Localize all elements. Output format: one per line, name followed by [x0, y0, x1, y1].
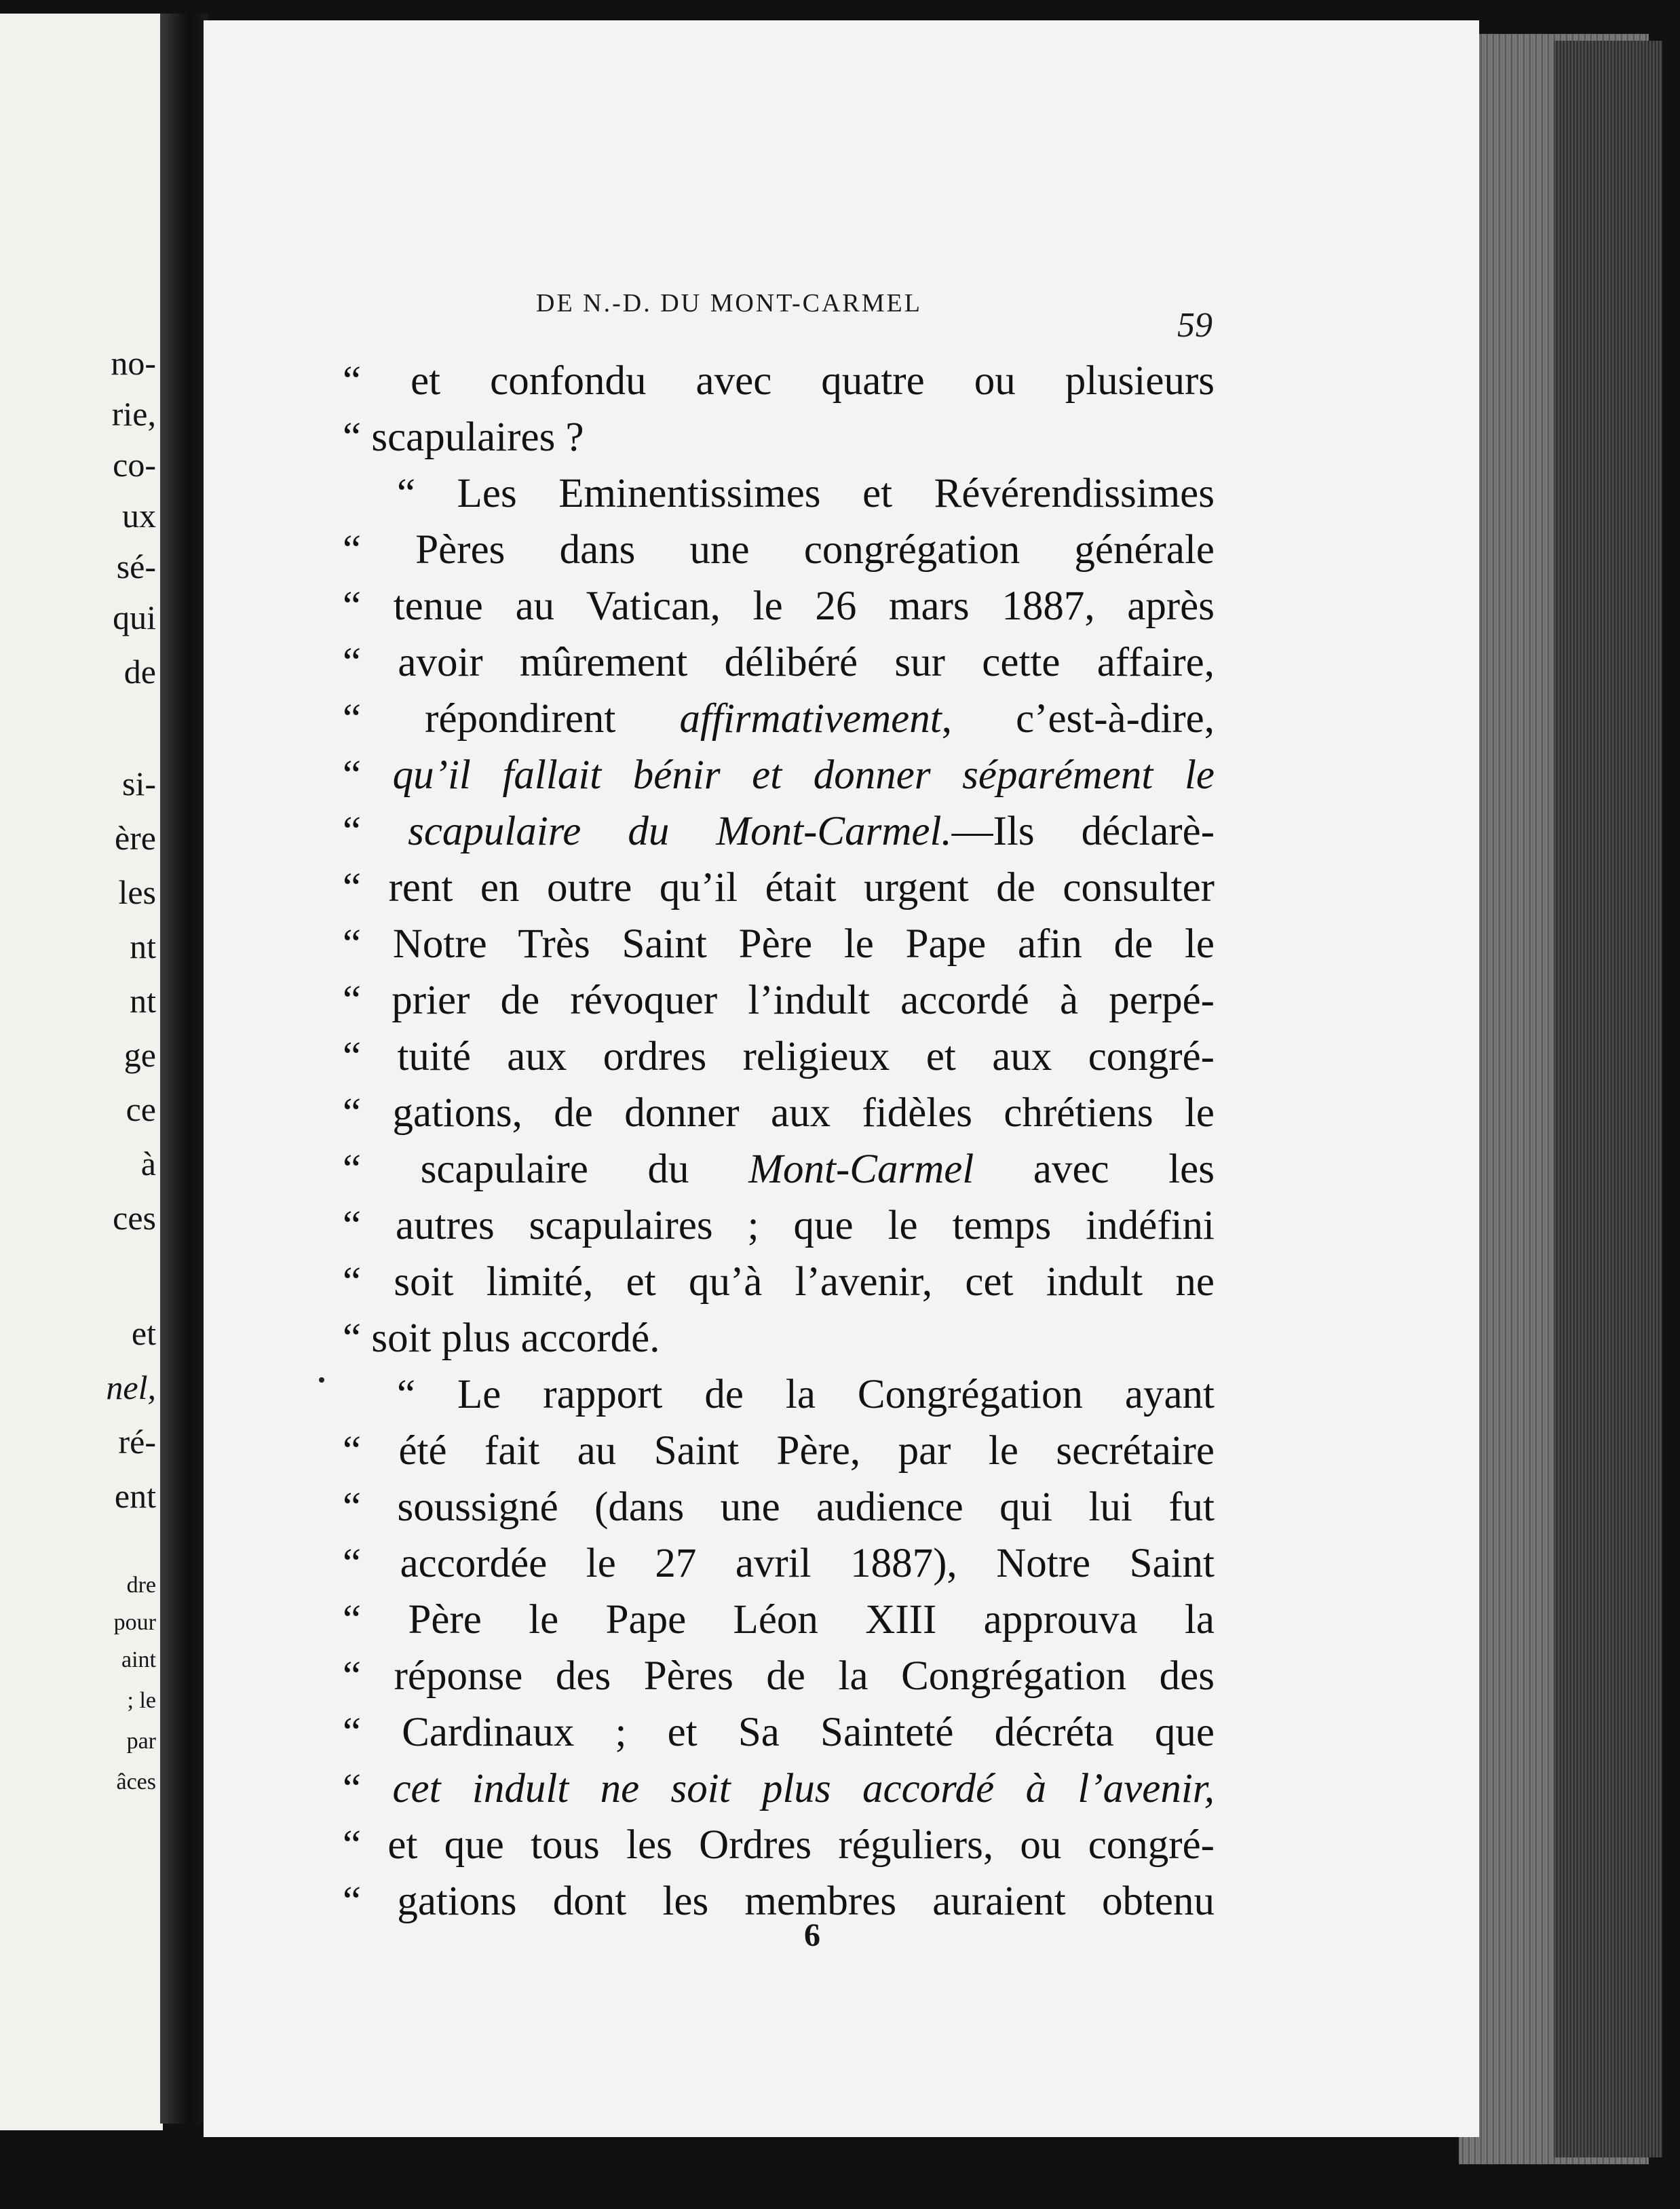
text-line	[343, 1254, 1215, 1310]
left-page-fragment: ré-	[118, 1423, 156, 1461]
text-segment: “ et que tous les Ordres réguliers, ou congré-	[343, 1822, 1215, 1868]
book-gutter	[160, 14, 208, 2124]
text-segment: “ Cardinaux ; et Sa Sainteté décréta que	[343, 1710, 1215, 1755]
text-segment: “ Pères dans une congrégation générale	[343, 527, 1215, 573]
text-line	[343, 634, 1215, 691]
text-line	[343, 860, 1215, 916]
left-page-fragment: âces	[116, 1769, 156, 1794]
text-segment: “ Le rapport de la Congrégation ayant	[397, 1372, 1215, 1417]
text-line	[343, 1423, 1215, 1479]
text-line	[343, 1479, 1215, 1535]
left-page-fragment: ère	[114, 819, 156, 857]
italic-text: scapulaire du Mont-Carmel.	[408, 809, 952, 854]
left-page-fragment: et	[131, 1314, 156, 1352]
text-line	[343, 578, 1215, 634]
text-line	[343, 1761, 1215, 1817]
text-segment: , c’est-à-dire,	[941, 696, 1215, 742]
text-line	[343, 916, 1215, 972]
left-page-fragment: pour	[113, 1610, 156, 1635]
left-page-fragment: ux	[122, 497, 156, 535]
left-page-fragment: si-	[122, 765, 156, 803]
text-line	[343, 1366, 1215, 1423]
left-page-fragment: ces	[113, 1199, 156, 1237]
left-page-fragment: aint	[121, 1647, 156, 1672]
text-line	[343, 1310, 1215, 1366]
left-page-fragment: nel,	[106, 1368, 156, 1406]
left-page-fragment: à	[140, 1145, 156, 1183]
text-segment: “ tuité aux ordres religieux et aux congré-	[343, 1034, 1215, 1079]
text-line	[343, 691, 1215, 747]
left-facing-page	[0, 14, 163, 2130]
left-page-fragment: qui	[113, 598, 156, 636]
text-line	[343, 1817, 1215, 1873]
text-line	[343, 1704, 1215, 1761]
text-segment: “ Les Eminentissimes et Révérendissimes	[397, 471, 1215, 516]
text-segment: “ scapulaires ?	[343, 415, 584, 460]
page-number: 59	[1177, 306, 1213, 345]
ink-speck	[319, 1377, 324, 1383]
text-line	[343, 409, 1215, 465]
text-segment: “ gations, de donner aux fidèles chrétiens le	[343, 1090, 1215, 1136]
text-line	[343, 465, 1215, 522]
text-segment: “ tenue au Vatican, le 26 mars 1887, après	[343, 583, 1215, 629]
text-segment: “ réponse des Pères de la Congrégation des	[343, 1653, 1215, 1699]
text-line	[343, 522, 1215, 578]
italic-text: Mont-Carmel	[748, 1147, 974, 1192]
text-segment: “ soussigné (dans une audience qui lui fut	[343, 1484, 1215, 1530]
text-segment: “ Notre Très Saint Père le Pape afin de le	[343, 921, 1215, 967]
running-head: DE N.-D. DU MONT-CARMEL	[536, 289, 922, 318]
text-line	[343, 1873, 1215, 1929]
text-segment: “ soit plus accordé.	[343, 1315, 660, 1361]
page-edges-shadow	[1554, 41, 1662, 2157]
text-segment: “ et confondu avec quatre ou plusieurs	[343, 358, 1215, 404]
left-page-fragment: co-	[113, 446, 156, 484]
text-line	[343, 1535, 1215, 1592]
text-segment: “	[343, 809, 408, 854]
signature-mark: 6	[804, 1917, 820, 1953]
text-line	[343, 747, 1215, 803]
text-segment: “ été fait au Saint Père, par le secrétaire	[343, 1428, 1215, 1474]
text-segment: “ rent en outre qu’il était urgent de consulter	[343, 865, 1215, 910]
italic-text: cet indult ne soit plus accordé à l’avenir,	[392, 1766, 1215, 1811]
left-page-fragment: de	[123, 653, 156, 691]
left-page-fragment: sé-	[116, 548, 156, 585]
text-line	[343, 353, 1215, 409]
italic-text: qu’il fallait bénir et donner séparément le	[392, 752, 1215, 798]
text-segment: “ Père le Pape Léon XIII approuva la	[343, 1597, 1215, 1643]
text-segment: “ avoir mûrement délibéré sur cette affaire,	[343, 640, 1215, 685]
body-text	[343, 353, 1215, 1929]
left-page-fragment: dre	[126, 1573, 156, 1598]
left-page-fragment: les	[118, 873, 156, 911]
text-line	[343, 1592, 1215, 1648]
text-segment: “ gations dont les membres auraient obtenu	[343, 1879, 1215, 1924]
left-page-fragment: nt	[130, 927, 156, 965]
text-segment: “ répondirent	[343, 696, 680, 742]
text-line	[343, 1029, 1215, 1085]
text-segment: “ scapulaire du	[343, 1147, 749, 1192]
text-segment: “	[343, 752, 393, 798]
text-line	[343, 1085, 1215, 1141]
text-segment: —Ils déclarè-	[951, 809, 1215, 854]
left-page-fragment: rie,	[111, 395, 156, 433]
text-line	[343, 803, 1215, 860]
text-segment: avec les	[974, 1147, 1215, 1192]
italic-text: affirmativement	[679, 696, 942, 742]
text-line	[343, 1197, 1215, 1254]
text-segment: “	[343, 1766, 393, 1811]
text-line	[343, 1648, 1215, 1704]
left-page-fragment: ce	[126, 1090, 156, 1128]
text-line	[343, 1141, 1215, 1197]
left-page-fragment: par	[126, 1729, 156, 1754]
left-page-fragment: ent	[114, 1477, 156, 1515]
left-page-fragment: no-	[111, 344, 156, 382]
text-segment: “ accordée le 27 avril 1887), Notre Saint	[343, 1541, 1215, 1586]
left-page-fragment: nt	[130, 982, 156, 1020]
text-segment: “ soit limité, et qu’à l’avenir, cet indult ne	[343, 1259, 1215, 1305]
text-segment: “ autres scapulaires ; que le temps indéfini	[343, 1203, 1215, 1248]
left-page-fragment: ge	[123, 1036, 156, 1074]
text-segment: “ prier de révoquer l’indult accordé à perpé-	[343, 978, 1215, 1023]
text-line	[343, 972, 1215, 1029]
left-page-fragment: ; le	[127, 1688, 156, 1713]
